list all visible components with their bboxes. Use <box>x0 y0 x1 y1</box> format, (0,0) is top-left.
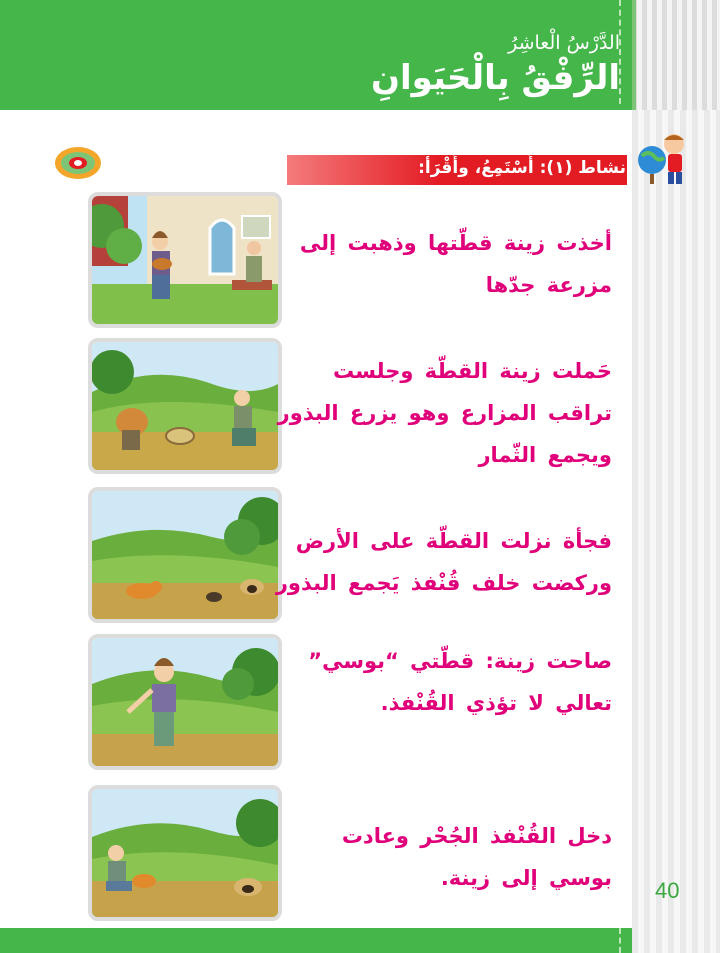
lesson-number: الدَّرْسُ الْعاشِرُ <box>508 32 620 54</box>
kid-with-globe-icon <box>630 130 690 190</box>
illustration-5 <box>88 785 282 921</box>
paragraph-3: فجأة نزلت القطّة على الأرض وركضت خلف قُنْفذ يَجمع البذور <box>275 529 612 595</box>
paragraph-1: أخذت زينة قطّتها وذهبت إلى مزرعة جدّها <box>299 231 612 297</box>
audio-cd-icon[interactable] <box>53 143 103 181</box>
illustration-3 <box>88 487 282 623</box>
lesson-title: الرِّفْقُ بِالْحَيَوانِ <box>371 58 620 98</box>
header-divider <box>632 0 636 110</box>
footer-stitch <box>619 928 623 953</box>
illustration-2 <box>88 338 282 474</box>
header-side-tab <box>632 0 720 110</box>
activity-label: نشاط (١): أَسْتَمِعُ، وأَقْرَأ: <box>418 158 626 178</box>
paragraph-5: دخل القُنْفذ الجُحْر وعادت بوسي إلى زينة. <box>341 824 612 890</box>
paragraph-2: حَملت زينة القطّة وجلست تراقب المزارع وهو يزرع البذور ويجمع الثّمار <box>277 359 612 467</box>
paragraph-4: صاحت زينة: قطّتي “بوسي” تعالي لا تؤذي القُنْفذ. <box>308 649 612 715</box>
footer-bar <box>0 928 632 953</box>
illustration-1 <box>88 192 282 328</box>
page-number: 40 <box>655 878 680 903</box>
illustration-4 <box>88 634 282 770</box>
